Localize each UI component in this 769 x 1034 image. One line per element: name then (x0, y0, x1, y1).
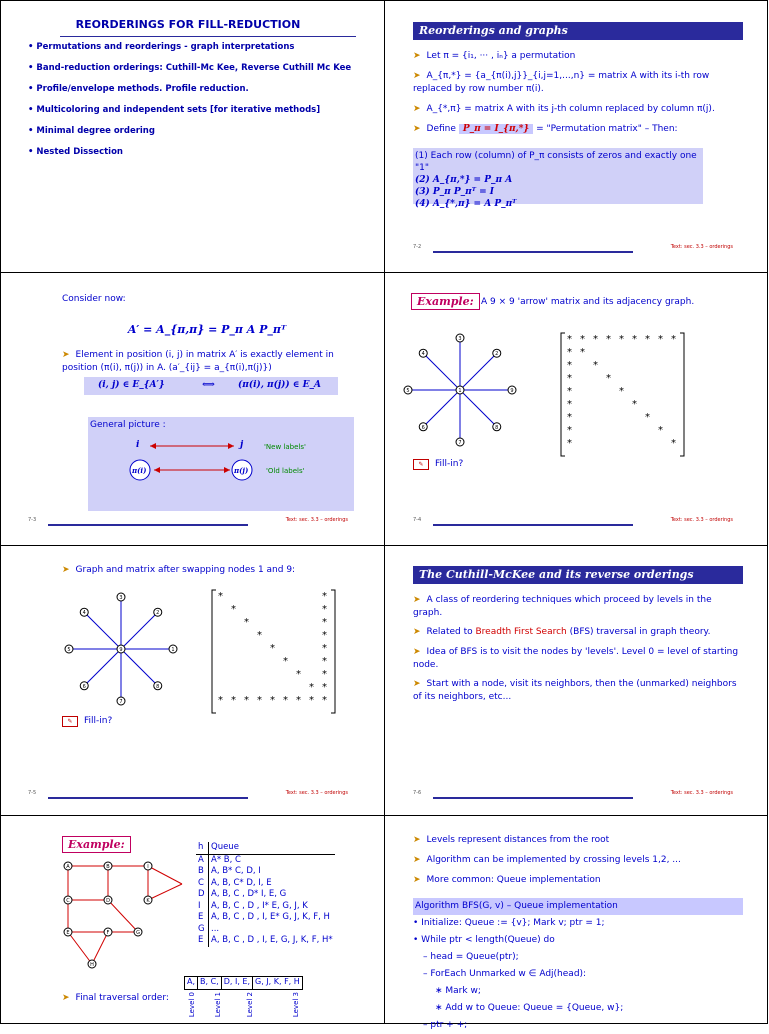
matrix-entry: * (645, 334, 650, 345)
algorithm-line: • While ptr < length(Queue) do (413, 935, 555, 945)
topic-item: • Multicoloring and independent sets [for iterative methods] (28, 105, 321, 115)
matrix-entry: * (671, 334, 676, 345)
property-line: (3) P_π P_πᵀ = I (415, 187, 494, 197)
graph-node-label: 7 (458, 440, 462, 446)
graph-node-label: 7 (119, 699, 123, 705)
queue-row: B A, B* C, D, I (198, 866, 261, 876)
matrix-bracket-right (331, 590, 335, 713)
graph-edge (92, 932, 108, 964)
slide-footer: 7-4 Text: sec. 3.3 – orderings (413, 517, 733, 527)
graph-edge (84, 612, 121, 649)
example-tag: Example: (411, 293, 480, 310)
final-order-groups (184, 976, 303, 990)
bullet-queue: ➤ More common: Queue implementation (413, 875, 601, 885)
element-bullet: ➤ Element in position (i, j) in matrix A′ is exactly element in position (π(i), π(j)) in A. (a′_{ij} = a_{π(i),π(j)}) (62, 350, 334, 373)
graph-node-label: I (147, 864, 149, 870)
bullet-idea: ➤ Idea of BFS is to visit the nodes by 'levels'. Level 0 = level of starting node. (413, 647, 739, 670)
matrix-entry: * (322, 656, 327, 667)
matrix-entry: * (567, 412, 572, 423)
graph-node-label: 8 (495, 424, 499, 431)
fillin-question: ✎ Fill-in? (413, 459, 463, 470)
matrix-entry: * (606, 373, 611, 384)
general-picture-box (88, 417, 354, 511)
topic-item: • Permutations and reorderings - graph interpretations (28, 42, 295, 52)
matrix-entry: * (567, 386, 572, 397)
matrix-entry: * (322, 591, 327, 602)
graph-edge (460, 390, 497, 427)
matrix-entry: * (658, 425, 663, 436)
matrix-entry: * (567, 334, 572, 345)
graph-node-label: 4 (421, 351, 425, 358)
order-group: A, (185, 977, 198, 989)
new-labels: 'New labels' (264, 443, 306, 451)
graph-node-label: 9 (510, 388, 514, 394)
bullet-levels: ➤ Levels represent distances from the root (413, 835, 610, 845)
label-j: j (240, 440, 244, 450)
graph-node-label: 5 (67, 647, 71, 653)
matrix-entry: * (322, 682, 327, 693)
topic-item: • Band-reduction orderings: Cuthill-Mc Kee, Reverse Cuthill Mc Kee (28, 63, 352, 73)
swap-text: ➤ Graph and matrix after swapping nodes 1 and 9: (62, 565, 296, 575)
topic-item: • Profile/envelope methods. Profile reduction. (28, 84, 249, 94)
slide-arrow-matrix (385, 273, 769, 545)
matrix-entry: * (658, 334, 663, 345)
properties-box (413, 148, 703, 209)
graph-edge (148, 866, 182, 884)
matrix-entry: * (257, 695, 262, 706)
queue-row: D A, B, C , D* I, E, G (198, 889, 287, 899)
bullet-bfs: ➤ Related to Breadth First Search (BFS) traversal in graph theory. (413, 627, 711, 637)
pen-icon: ✎ (62, 716, 78, 727)
matrix-entry: * (322, 617, 327, 628)
algorithm-line: – ForEach Unmarked w ∈ Adj(head): (423, 969, 587, 979)
matrix-entry: * (270, 643, 275, 654)
slide-footer: 7-2 Text: sec. 3.3 – orderings (413, 244, 733, 254)
algorithm-box (413, 898, 743, 1034)
equivalence-box: (i, j) ∈ E_{A′} ⟺ (π(i), π(j)) ∈ E_A (84, 377, 338, 395)
matrix-entry: * (580, 347, 585, 358)
graph-edge (423, 390, 460, 427)
order-group: D, I, E, (222, 977, 253, 989)
slide-bfs-algorithm (385, 816, 769, 1030)
property-line: (1) Each row (column) of P_π consists of zeros and exactly one "1" (415, 151, 697, 173)
bullet-permutation: ➤ Let π = {i₁, ··· , iₙ} a permutation (413, 51, 576, 61)
level-labels (186, 990, 316, 1024)
matrix-entry: * (645, 412, 650, 423)
slide-footer: 7-5 Text: sec. 3.3 – orderings (28, 790, 348, 800)
star-graph (395, 325, 545, 455)
graph-node-label: E (66, 930, 70, 936)
topic-item: • Minimal degree ordering (28, 126, 155, 136)
matrix-entry: * (567, 347, 572, 358)
matrix-entry: * (322, 695, 327, 706)
slide-title: REORDERINGS FOR FILL-REDUCTION (75, 18, 301, 31)
title-rule (60, 36, 356, 37)
matrix-entry: * (606, 334, 611, 345)
pen-icon: ✎ (413, 459, 429, 470)
topic-item: • Nested Dissection (28, 147, 123, 157)
label-i: i (136, 440, 140, 450)
bullet-define: ➤ Define P_π = I_{π,*} = "Permutation matrix" – Then: (413, 124, 678, 134)
algorithm-line: ∗ Add w to Queue: Queue = {Queue, w}; (435, 1003, 624, 1013)
graph-node-label: 3 (119, 595, 123, 601)
graph-node-label: A (66, 864, 70, 870)
matrix-entry: * (244, 617, 249, 628)
example-tag: Example: (62, 836, 131, 853)
slide-title: The Cuthill-McKee and its reverse orderings (413, 566, 743, 584)
matrix-entry: * (567, 399, 572, 410)
graph-node-label: 9 (119, 647, 123, 653)
graph-node-label: G (136, 930, 140, 936)
graph-container (56, 584, 206, 718)
graph-edge (423, 353, 460, 390)
graph-node-label: K (146, 898, 150, 904)
property-line: (2) A_{π,*} = P_π A (415, 175, 513, 185)
matrix-entry: * (218, 695, 223, 706)
mapping-diagram (88, 417, 354, 511)
queue-row: C A, B, C* D, I, E (198, 877, 272, 888)
matrix-bracket-left (212, 590, 216, 713)
slide-overview (0, 0, 384, 272)
matrix-entry: * (632, 399, 637, 410)
matrix-entry: * (309, 695, 314, 706)
matrix-entry: * (567, 438, 572, 449)
swapped-matrix (212, 590, 362, 720)
bullet-col-permute: ➤ A_{*,π} = matrix A with its j-th column replaced by column π(j). (413, 104, 715, 114)
graph-node-label: 2 (495, 351, 499, 358)
matrix-entry: * (567, 373, 572, 384)
old-labels: 'Old labels' (266, 467, 305, 475)
slide-consider (0, 273, 384, 545)
algorithm-line: – head = Queue(ptr); (423, 952, 519, 962)
bullet-start: ➤ Start with a node, visit its neighbors, then the (unmarked) neighbors of its neighbors, etc... (413, 679, 737, 702)
graph-edge (108, 900, 138, 932)
bfs-graph (58, 856, 188, 976)
graph-node-label: 3 (458, 336, 462, 342)
graph-edge (121, 612, 158, 649)
property-line: (4) A_{*,π} = A P_πᵀ (415, 199, 517, 209)
order-group: B, C, (198, 977, 222, 989)
graph-edge (148, 884, 182, 900)
graph-node-label: 6 (421, 424, 425, 431)
example-text: A 9 × 9 'arrow' matrix and its adjacency graph. (481, 297, 695, 307)
graph-node-label: 6 (82, 683, 86, 690)
matrix-entry: * (322, 643, 327, 654)
matrix-entry: * (322, 630, 327, 641)
order-group: G, J, K, F, H (255, 977, 300, 986)
algorithm-line: ∗ Mark w; (435, 986, 481, 996)
graph-node-label: C (66, 898, 70, 904)
matrix-entry: * (283, 656, 288, 667)
matrix-entry: * (231, 695, 236, 706)
slide-footer: 7-3 Text: sec. 3.3 – orderings (28, 517, 348, 527)
matrix-entry: * (580, 334, 585, 345)
matrix-entry: * (619, 386, 624, 397)
matrix-entry: * (244, 695, 249, 706)
matrix-entry: * (671, 438, 676, 449)
matrix-entry: * (296, 669, 301, 680)
slide-reorderings-graphs (385, 0, 769, 272)
final-order-label: ➤ Final traversal order: (62, 993, 169, 1003)
slide-swapped (0, 546, 384, 818)
slide-cuthill-mckee (385, 546, 769, 818)
matrix-entry: * (632, 334, 637, 345)
matrix-entry: * (593, 334, 598, 345)
topic-list (28, 42, 358, 168)
swapped-graph (56, 584, 206, 714)
arrow-matrix (561, 333, 711, 463)
equation: A′ = A_{π,π} = P_π A P_πᵀ (127, 323, 287, 336)
graph-node-label: 4 (82, 610, 86, 617)
graph-node-label: F (106, 930, 110, 936)
algorithm-line: • Initialize: Queue := {v}; Mark v; ptr = 1; (413, 918, 605, 928)
graph-edge (121, 649, 158, 686)
label-pi-i: π(i) (132, 466, 147, 475)
matrix-entry: * (309, 682, 314, 693)
graph-edge (460, 353, 497, 390)
level-label: Level 1 (214, 992, 222, 1018)
queue-row: A A* B, C (198, 854, 241, 865)
graph-node-label: H (90, 962, 94, 968)
matrix-entry: * (322, 669, 327, 680)
queue-row: I A, B, C , D , I* E, G, J, K (198, 900, 308, 911)
graph-node-label: B (106, 864, 110, 870)
matrix-entry: * (218, 591, 223, 602)
level-label: Level 3 (292, 992, 300, 1018)
matrix-bracket-right (680, 333, 684, 456)
queue-row: E A, B, C , D , I, E* G, J, K, F, H (198, 912, 330, 922)
queue-table: h Queue A A* B, C B A, B* C, D, I C A, B, C* D, I, E D A, B, C , D* I, E, G I A, B, C , D , I* E, G, J, K E A, B, C , D , I, E* G, J, K, F, H G ... E A, B, C , D , I, E, G, J, K, F, H* (198, 842, 333, 945)
graph-node-label: 5 (406, 388, 410, 394)
algorithm-title: Algorithm BFS(G, v) – Queue implementation (413, 898, 743, 915)
matrix-entry: * (231, 604, 236, 615)
algorithm-line: – ptr + +; (423, 1020, 468, 1030)
matrix-entry: * (619, 334, 624, 345)
intro-text: Consider now: (62, 294, 126, 304)
graph-edge (84, 649, 121, 686)
matrix-bracket-left (561, 333, 565, 456)
matrix-entry: * (593, 360, 598, 371)
graph-node-label: 1 (458, 388, 462, 394)
fillin-question: ✎ Fill-in? (62, 716, 112, 727)
queue-row: E A, B, C , D , I, E, G, J, K, F, H* (198, 935, 333, 945)
graph-node-label: 1 (171, 647, 175, 653)
queue-row: G ... (198, 923, 220, 934)
level-label: Level 2 (246, 992, 254, 1018)
matrix-entry: * (270, 695, 275, 706)
matrix-entry: * (322, 604, 327, 615)
graph-edge (68, 932, 92, 964)
level-label: Level 0 (188, 992, 196, 1018)
slide-footer: 7-6 Text: sec. 3.3 – orderings (413, 790, 733, 800)
graph-node-label: 2 (156, 610, 160, 617)
matrix-entry: * (567, 425, 572, 436)
graph-node-label: D (106, 898, 110, 904)
slide-bfs-example (0, 816, 384, 1024)
bullet-crossing: ➤ Algorithm can be implemented by crossing levels 1,2, ... (413, 855, 681, 865)
bullet-row-permute: ➤ A_{π,*} = {a_{π(i),j}}_{i,j=1,...,n} = matrix A with its i-th row replaced by row number π(i). (413, 71, 710, 94)
slide-title: Reorderings and graphs (413, 22, 743, 40)
matrix-entry: * (257, 630, 262, 641)
matrix-entry: * (283, 695, 288, 706)
matrix-entry: * (296, 695, 301, 706)
matrix-entry: * (567, 360, 572, 371)
bullet-class: ➤ A class of reordering techniques which proceed by levels in the graph. (413, 595, 712, 618)
label-pi-j: π(j) (234, 466, 249, 475)
graph-node-label: 8 (156, 683, 160, 690)
general-label: General picture : (90, 420, 166, 430)
